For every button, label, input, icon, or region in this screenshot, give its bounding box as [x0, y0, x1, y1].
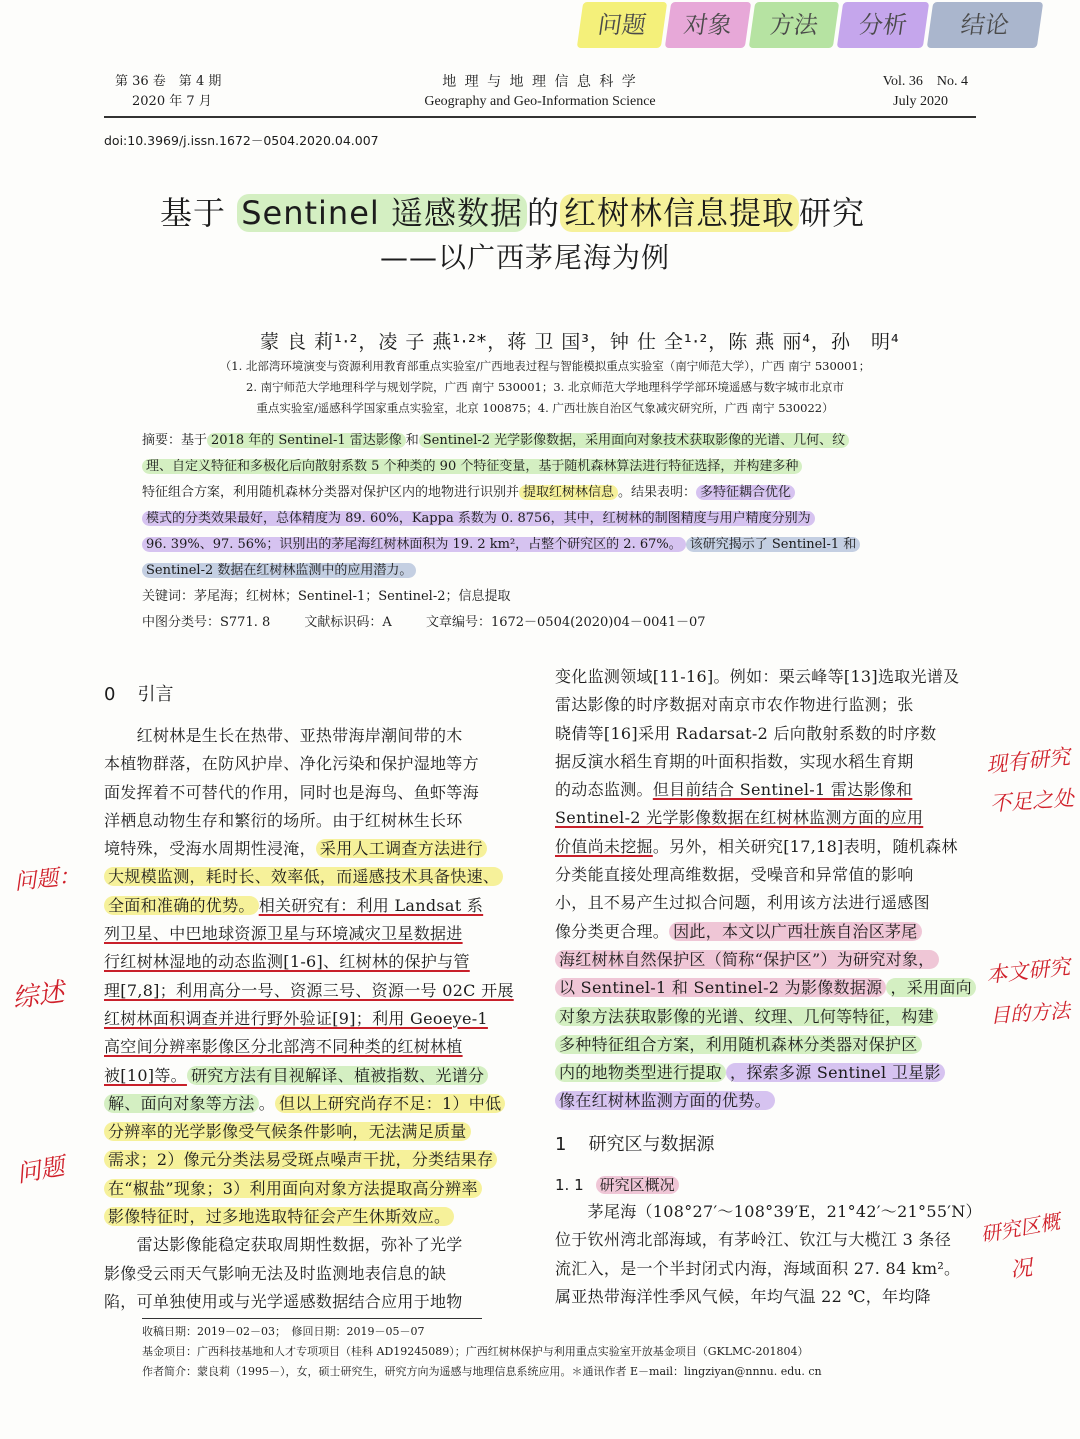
- text-line: [555, 804, 979, 832]
- text-line: 小，且不易产生过拟合问题，利用该方法进行遥感图: [555, 893, 930, 913]
- keywords: 关键词：茅尾海；红树林；Sentinel-1；Sentinel-2；信息提取: [142, 589, 511, 604]
- abstract-hl-analysis: 多特征耦合优化: [696, 485, 795, 500]
- underline-review: 红树林面积调查并进行野外验证[9]；利用 Geoeye-1: [104, 1008, 488, 1028]
- text-line: 解、面向对象等方法 。 但以上研究尚存不足：1）中低: [104, 1090, 528, 1118]
- footnote-author-bio: 作者简介：蒙良莉（1995－），女，硕士研究生，研究方向为遥感与地理信息系统应用。＊通讯作者 E－mail：lingziyan@nnnu. edu. cn: [142, 1365, 822, 1378]
- tab-conclusion[interactable]: 结论: [927, 2, 1043, 48]
- abstract-hl-conclusion: 该研究揭示了 Sentinel-1 和: [686, 537, 861, 552]
- tab-analysis[interactable]: 分析: [837, 2, 929, 48]
- section-title: 引言: [137, 684, 174, 705]
- text-line: [104, 977, 528, 1005]
- text-line: 价值尚未挖掘。另外，相关研究[17,18]表明，随机森林: [555, 836, 958, 856]
- abstract-hl-method: Sentinel-2 光学影像数据，采用面向对象技术获取影像的光谱、几何、纹: [419, 433, 849, 448]
- annotation-problem-2: 问题: [14, 1152, 67, 1188]
- tab-method[interactable]: 方法: [749, 2, 839, 48]
- subsection-number: 1. 1: [555, 1176, 584, 1194]
- hl-problem: 全面和准确的优势。: [104, 896, 259, 915]
- tab-problem[interactable]: 问题: [577, 2, 667, 48]
- text-line: [555, 1059, 979, 1087]
- text-line: 晓倩等[16]采用 Radarsat-2 后向散射系数的时序数: [555, 723, 937, 743]
- title-part-2: Sentinel 遥感数据: [237, 194, 527, 232]
- tab-object[interactable]: 对象: [665, 2, 751, 48]
- text-line: 面发挥着不可替代的作用，同时也是海鸟、鱼虾等海: [104, 782, 479, 802]
- abstract-hl-analysis: 96. 39%、97. 56%；识别出的茅尾海红树林面积为 19. 2 km²，占整个研究区的 2. 67%。: [142, 537, 686, 552]
- underline-gap: 但目前结合 Sentinel-1 雷达影像和: [652, 780, 913, 800]
- text-line: 茅尾海（108°27′～108°39′E，21°42′～21°55′N）: [555, 1202, 982, 1221]
- text-line: 雷达影像的时序数据对南京市农作物进行监测；张: [555, 695, 914, 715]
- text-line: 雷达影像能稳定获取周期性数据，弥补了光学: [104, 1235, 463, 1255]
- doi: doi:10.3969/j.issn.1672－0504.2020.04.007: [104, 133, 379, 148]
- abstract-hl-conclusion: Sentinel-2 数据在红树林监测中的应用潜力。: [142, 563, 416, 578]
- text-line: 像分类更合理。 因此，本文以广西壮族自治区茅尾: [555, 918, 979, 946]
- underline-review: 被[10]等。: [104, 1065, 187, 1085]
- annotation-study-area-2: 况: [1008, 1255, 1034, 1284]
- hl-method: 研究方法有目视解译、植被指数、光谱分: [187, 1066, 488, 1085]
- text-line: 洋栖息动物生存和繁衍的场所。由于红树林生长环: [104, 810, 463, 830]
- affiliation-line-2: 2. 南宁师范大学地理科学与规划学院，广西 南宁 530001；3. 北京师范大学地理科学学部环境遥感与数字城市北京市: [246, 380, 844, 394]
- text-line: 影像受云雨天气影响无法及时监测地表信息的缺: [104, 1263, 447, 1283]
- text-line: [104, 948, 528, 976]
- journal-volume-cn: 第 36 卷 第 4 期: [115, 74, 222, 89]
- journal-date-cn: 2020 年 7 月: [132, 94, 212, 109]
- abstract-line: [142, 428, 972, 454]
- journal-date-en: July 2020: [893, 94, 948, 109]
- text-line: [104, 863, 528, 891]
- hl-problem: 大规模监测，耗时长、效率低，而遥感技术具备快速、: [104, 867, 503, 886]
- text-line: 据反演水稻生育期的叶面积指数，实现水稻生育期: [555, 751, 914, 771]
- title-part-5: 研究: [798, 194, 865, 232]
- text-line: 变化监测领域[11-16]。例如：栗云峰等[13]选取光谱及: [555, 667, 960, 686]
- header-rule: [104, 116, 976, 118]
- text-line: [104, 920, 528, 948]
- hl-method: ，采用面向: [886, 978, 976, 997]
- hl-method: 对象方法获取影像的光谱、纹理、几何等特征，构建: [555, 1007, 938, 1026]
- annotation-problem-1: 问题：: [13, 863, 82, 896]
- abstract-text: 特征组合方案，利用随机森林分类器对保护区内的地物进行识别并: [142, 485, 520, 500]
- section-number: 1: [555, 1134, 567, 1155]
- title-part-1: 基于: [160, 194, 238, 232]
- text-line: [555, 946, 979, 974]
- journal-name-cn: 地 理 与 地 理 信 息 科 学: [442, 74, 638, 90]
- annotation-gap-2: 不足之处: [989, 786, 1075, 816]
- hl-object: 以 Sentinel-1 和 Sentinel-2 为影像数据源: [555, 978, 886, 997]
- hl-object: 海红树林自然保护区（简称“保护区”）为研究对象，: [555, 950, 939, 969]
- hl-method: 多种特征组合方案，利用随机森林分类器对保护区: [555, 1035, 922, 1054]
- hl-problem: 影像特征时，过多地选取特征会产生休斯效应。: [104, 1207, 454, 1226]
- hl-problem: 但以上研究尚存不足：1）中低: [275, 1094, 505, 1113]
- underline-review: 理[7,8]；利用高分一号、资源三号、资源一号 02C 开展: [104, 980, 514, 1000]
- hl-analysis: ，探索多源 Sentinel 卫星影: [726, 1063, 945, 1082]
- text-line: [104, 1175, 528, 1203]
- annotation-aim-2: 目的方法: [989, 998, 1071, 1028]
- classification-line: [142, 610, 972, 636]
- text-line: 红树林是生长在热带、亚热带海岸潮间带的木: [104, 726, 463, 745]
- annotation-study-area-1: 研究区概: [978, 1209, 1062, 1247]
- annotation-aim-1: 本文研究: [985, 954, 1072, 988]
- left-column: [104, 722, 528, 1316]
- authors: 蒙 良 莉¹·²，凌 子 燕¹·²*，蒋 卫 国³，钟 仕 全¹·²，陈 燕 丽⁴，孙 明⁴: [260, 331, 900, 353]
- article-number: 文章编号：1672－0504(2020)04－0041－07: [425, 615, 706, 630]
- abstract-hl-analysis: 模式的分类效果最好，总体精度为 89. 60%，Kappa 系数为 0. 8756，其中，红树林的制图精度与用户精度分别为: [142, 511, 815, 526]
- text-line: 分类能直接处理高维数据，受噪音和异常值的影响: [555, 865, 914, 885]
- underline-review: 相关研究有：利用 Landsat 系: [258, 895, 484, 915]
- section-0-heading: [104, 680, 173, 706]
- annotation-gap-1: 现有研究: [985, 744, 1072, 778]
- text-line: 本植物群落，在防风护岸、净化污染和保护湿地等方: [104, 754, 479, 774]
- footnote-rule: [142, 1318, 482, 1319]
- abstract-hl-problem: 提取红树林信息: [519, 485, 618, 500]
- underline-gap: Sentinel-2 光学影像数据在红树林监测方面的应用: [555, 808, 924, 828]
- abstract-line: [142, 532, 972, 558]
- hl-object: 因此，本文以广西壮族自治区茅尾: [669, 922, 922, 941]
- hl-problem: 采用人工调查方法进行: [316, 839, 487, 858]
- hl-problem: 分辨率的光学影像受气候条件影响，无法满足质量: [104, 1122, 471, 1141]
- text-line: 位于钦州湾北部海域，有茅岭江、钦江与大榄江 3 条径: [555, 1230, 952, 1250]
- abstract-text: 基于: [181, 433, 208, 448]
- abstract-line: [142, 558, 972, 584]
- abstract-hl-method: 2018 年的 Sentinel-1 雷达影像: [207, 433, 406, 448]
- abstract-text: 。结果表明：: [618, 485, 697, 500]
- text-line: [104, 892, 528, 920]
- affiliation-line-1: （1. 北部湾环境演变与资源利用教育部重点实验室/广西地表过程与智能模拟重点实验室（南宁师范大学），广西 南宁 530001；: [219, 359, 871, 373]
- text-line: [555, 1003, 979, 1031]
- abstract-line: [142, 480, 972, 506]
- paper-subtitle: ——以广西茅尾海为例: [380, 241, 671, 274]
- underline-gap: 价值尚未挖掘: [555, 836, 653, 856]
- journal-volume-en: Vol. 36 No. 4: [882, 74, 968, 89]
- abstract-line: [142, 454, 972, 480]
- text-line: 的动态监测。但目前结合 Sentinel-1 雷达影像和: [555, 780, 913, 800]
- text-line: 属亚热带海洋性季风气候，年均气温 22 ℃，年均降: [555, 1286, 931, 1306]
- section-1-heading: [555, 1130, 714, 1156]
- affiliation-line-3: 重点实验室/遥感科学国家重点实验室，北京 100875；4. 广西壮族自治区气象减灾研究所，广西 南宁 530022）: [256, 401, 834, 415]
- footnote-funding: 基金项目：广西科技基地和人才专项项目（桂科 AD19245089）；广西红树林保护与利用重点实验室开放基金项目（GKLMC-201804）: [142, 1345, 809, 1358]
- abstract-label: 摘要：: [142, 433, 182, 448]
- annotation-review: 综述: [10, 977, 67, 1015]
- text-line: 陷，可单独使用或与光学遥感数据结合应用于地物: [104, 1291, 463, 1311]
- text-line: [555, 1087, 979, 1115]
- hl-analysis: 像在红树林监测方面的优势。: [555, 1091, 775, 1110]
- doc-code: 文献标识码：A: [304, 615, 392, 630]
- footnote-received: 收稿日期：2019－02－03； 修回日期：2019－05－07: [142, 1325, 425, 1338]
- text-line: [555, 974, 979, 1002]
- title-part-4: 红树林信息提取: [560, 194, 799, 232]
- section-1-1-heading: [555, 1174, 679, 1195]
- abstract-hl-method: 理、自定义特征和多极化后向散射系数 5 个种类的 90 个特征变量，基于随机森林算法进行特征选择，并构建多种: [142, 459, 802, 474]
- text-line: [104, 1033, 528, 1061]
- abstract-text: 和: [405, 433, 419, 448]
- abstract-line: [142, 506, 972, 532]
- text-line: 境特殊，受海水周期性浸淹， 采用人工调查方法进行: [104, 835, 528, 863]
- hl-problem: 在“椒盐”现象；3）利用面向对象方法提取高分辨率: [104, 1179, 482, 1198]
- text-line: [104, 1062, 528, 1090]
- footnotes: [142, 1322, 1002, 1382]
- study-area-paragraph: [555, 1198, 982, 1311]
- underline-review: 高空间分辨率影像区分北部湾不同种类的红树林植: [104, 1037, 463, 1057]
- underline-review: 列卫星、中巴地球资源卫星与环境减灾卫星数据进: [104, 924, 463, 944]
- right-column: [555, 663, 979, 1116]
- clc-number: 中图分类号：S771. 8: [142, 615, 271, 630]
- text-line: [104, 1203, 528, 1231]
- paper-title: [160, 188, 865, 234]
- text-line: [104, 1118, 528, 1146]
- journal-name-en: Geography and Geo-Information Science: [424, 94, 656, 109]
- underline-review: 行红树林湿地的动态监测[1-6]、红树林的保护与管: [104, 952, 470, 972]
- section-title: 研究区与数据源: [588, 1134, 715, 1155]
- text-line: [555, 1031, 979, 1059]
- hl-problem: 需求；2）像元分类法易受斑点噪声干扰，分类结果存: [104, 1150, 497, 1169]
- text-line: [104, 1146, 528, 1174]
- subsection-title: 研究区概况: [596, 1176, 679, 1194]
- text-line: 流汇入，是一个半封闭式内海，海域面积 27. 84 km²。: [555, 1258, 961, 1278]
- section-number: 0: [104, 684, 116, 705]
- text-line: [104, 1005, 528, 1033]
- title-part-3: 的: [526, 194, 560, 232]
- hl-method: 内的地物类型进行提取: [555, 1063, 726, 1082]
- abstract: [142, 428, 972, 636]
- hl-method: 解、面向对象等方法: [104, 1094, 259, 1113]
